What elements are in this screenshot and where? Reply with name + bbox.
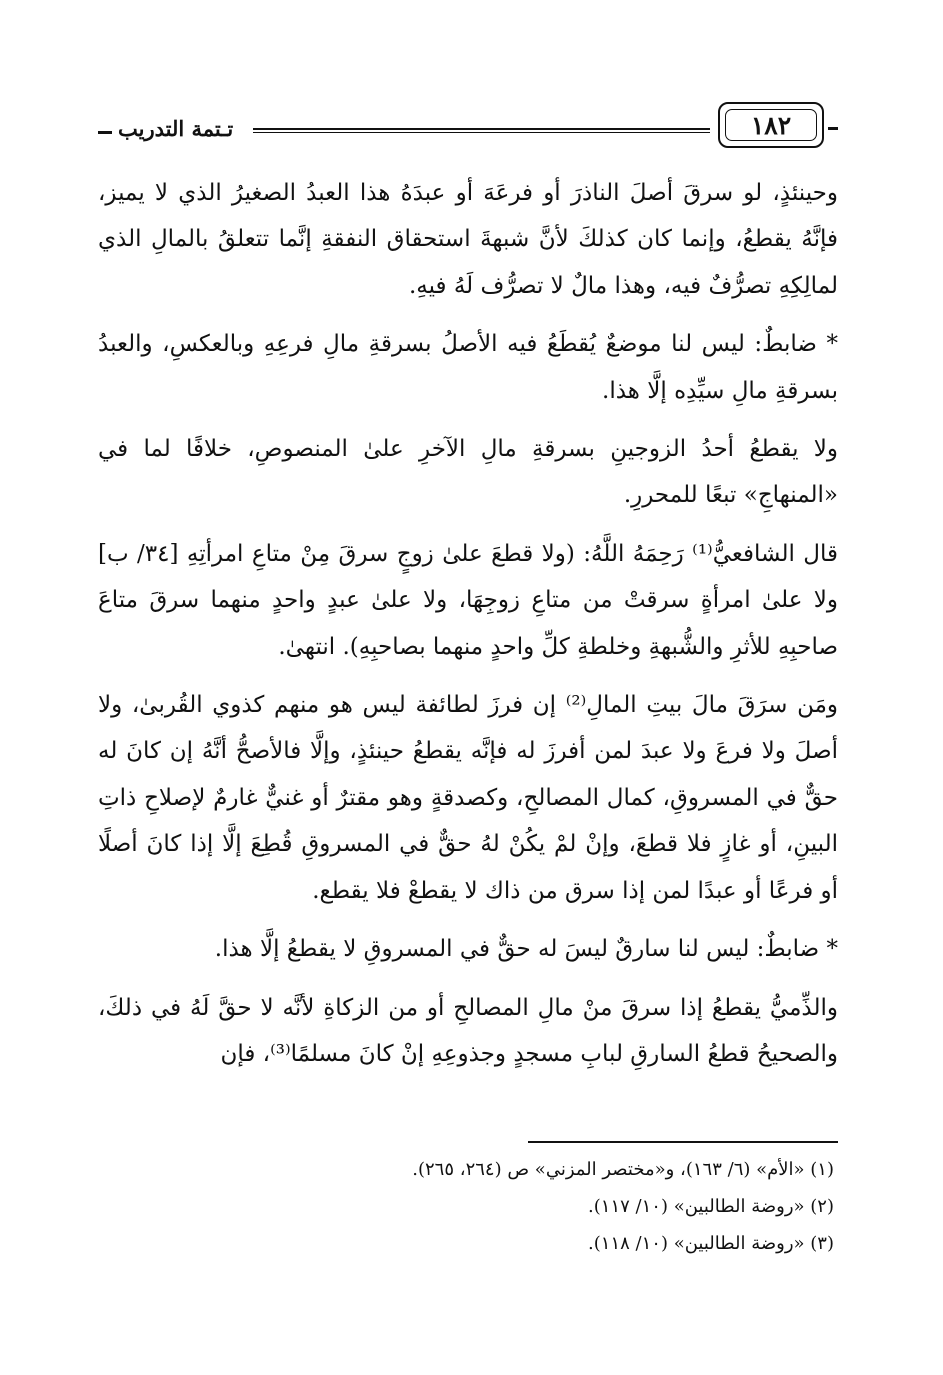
header-dash-left — [98, 131, 112, 134]
header-dash-right — [828, 127, 838, 130]
paragraph: قال الشافعيُّ⁽¹⁾ رَحِمَهُ اللَّهُ: (ولا قطعَ علىٰ زوجٍ سرقَ مِنْ متاعِ امرأتِهِ [٣٤/ ب] ولا علىٰ امرأةٍ سرقتْ من متاعِ زوجِهَا، ولا علىٰ عبدٍ واحدٍ منهما سرقَ متاعَ صاحبِهِ للأثرِ والشُّبهةِ وخلطةِ كلِّ واحدٍ منهما بصاحبِهِ). انتهىٰ. — [98, 540, 839, 660]
running-header — [98, 88, 838, 148]
page-number: ١٨٢ — [750, 110, 792, 140]
footnote: (١) «الأم» (٦/ ١٦٣)، و«مختصر المزني» ص (٢٦٤، ٢٦٥). — [412, 1159, 834, 1180]
page-number-frame — [718, 102, 824, 148]
paragraph: ولا يقطعُ أحدُ الزوجينِ بسرقةِ مالِ الآخرِ علىٰ المنصوصِ، خلافًا لما في «المنهاجِ» تبعًا للمحررِ. — [98, 436, 838, 509]
footnote-separator — [528, 1141, 838, 1143]
main-text — [98, 170, 838, 1089]
running-title: تـتمة التدريب — [118, 116, 234, 141]
paragraph: * ضابطٌ: ليس لنا موضعٌ يُقطَعُ فيه الأصلُ بسرقةِ مالِ فرعِهِ وبالعكسِ، والعبدُ بسرقةِ مالِ سيِّدِه إلَّا هذا. — [98, 331, 838, 404]
header-rule — [253, 128, 710, 133]
paragraph: * ضابطٌ: ليس لنا سارقٌ ليسَ له حقٌّ في المسروقِ لا يقطعُ إلَّا هذا. — [214, 936, 838, 963]
book-page — [98, 88, 838, 1308]
paragraph: وحينئذٍ، لو سرقَ أصلَ الناذرَ أو فرعَهَ أو عبدَهُ هذا العبدُ الصغيرُ الذي لا يميز، فإنَّهُ يقطعُ، وإنما كان كذلكَ لأنَّ شبهةَ استحقاق النفقةِ إنَّما تتعلقُ بالمالِ الذي لمالِكِهِ تصرُّفٌ فيه، وهذا مالٌ لا تصرُّف لَهُ فيهِ. — [98, 180, 838, 299]
paragraph: والذِّميُّ يقطعُ إذا سرقَ منْ مالِ المصالحِ أو من الزكاةِ لأنَّه لا حقَّ لَهُ في ذلكَ، والصحيحُ قطعُ السارقِ لبابِ مسجدٍ وجذوعِهِ إنْ كانَ مسلمًا⁽³⁾، فإن — [98, 994, 838, 1067]
paragraph: ومَن سرَقَ مالَ بيتِ المالِ⁽²⁾ إن فرزَ لطائفة ليس هو منهم كذوي القُربىٰ، ولا أصلَ ولا فرعَ ولا عبدَ لمن أفرزَ له فإنَّه يقطعُ حينئذٍ، وإلَّا فالأصحُّ أنَّهُ إن كانَ له حقٌّ في المسروقِ، كمال المصالحِ، وكصدقةٍ وهو مقترٌ أو غنيٌّ غارمٌ لإصلاحِ ذاتِ البينِ، أو غازٍ فلا قطعَ، وإنْ لمْ يكُنْ لهُ حقٌّ في المسروقِ قُطِعَ إلَّا إذا كانَ أصلًا أو فرعًا أو عبدًا لمن إذا سرق من ذاك لا يقطعْ فلا يقطع. — [98, 692, 839, 904]
footnotes — [134, 1151, 834, 1262]
footnote: (٣) «روضة الطالبين» (١٠/ ١١٨). — [588, 1233, 834, 1254]
footnote: (٢) «روضة الطالبين» (١٠/ ١١٧). — [588, 1196, 834, 1217]
